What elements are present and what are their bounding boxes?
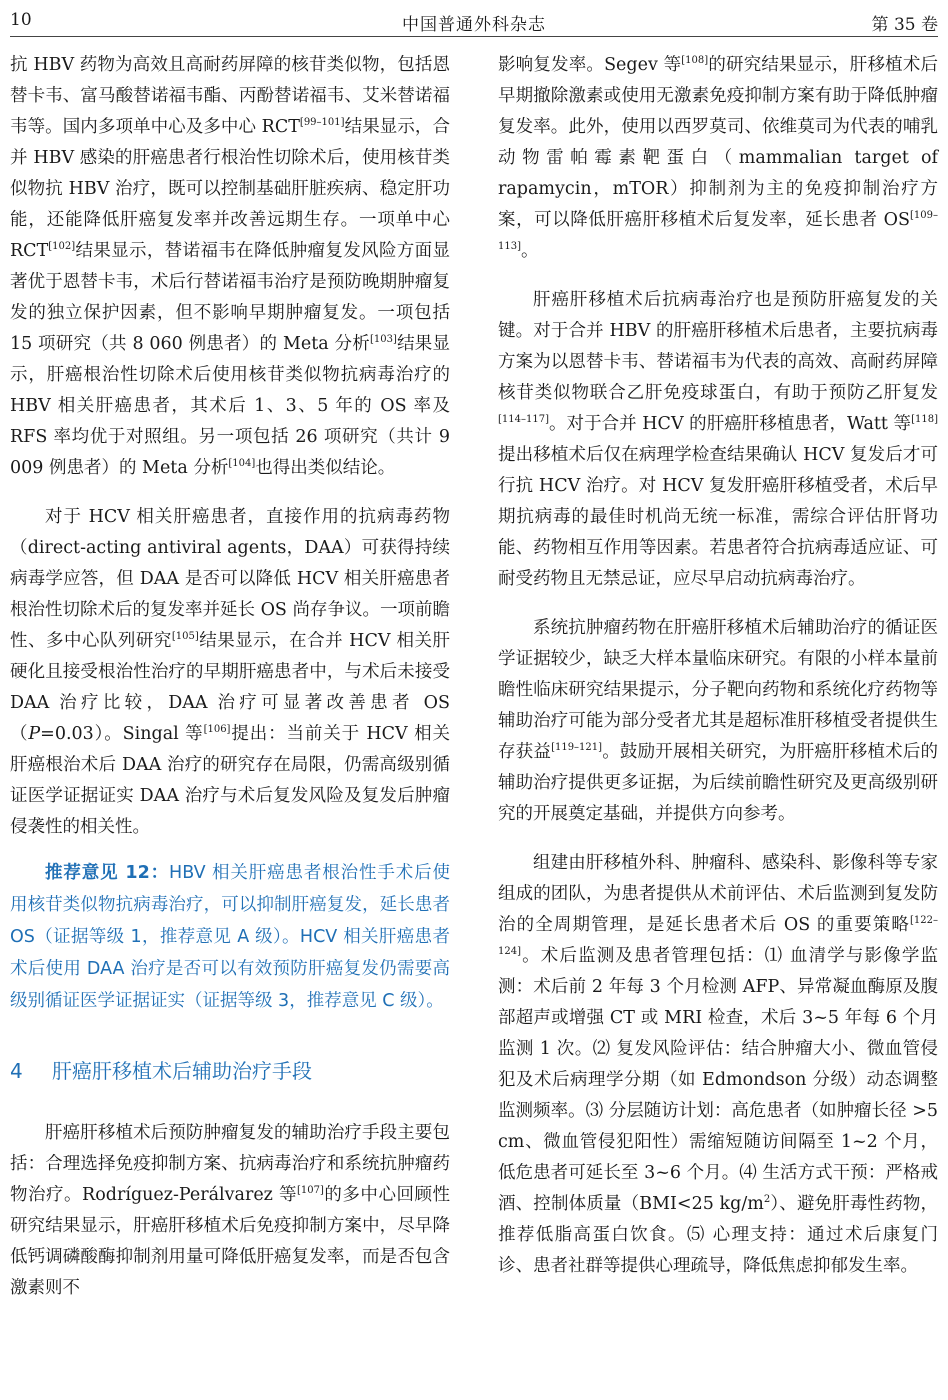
citation[interactable]: [122–124] bbox=[498, 915, 938, 958]
paragraph-hbv-antiviral: 抗 HBV 药物为高效且高耐药屏障的核苷类似物，包括恩替卡韦、富马酸替诺福韦酯、丙酚替诺福韦、艾米替诺福韦等。国内多项单中心及多中心 RCT[99–101]结果显示，合并 HBV 感染的肝癌患者行根治性切除术后，使用核苷类似物抗 HBV 治疗，既可以控制基础肝脏疾病、稳定肝功能，还能降低肝癌复发率并改善远期生存。一项单中心 RCT[102]结果显示，替诺福韦在降低肿瘤复发风险方面显著优于恩替卡韦，术后行替诺福韦治疗是预防晚期肿瘤复发的独立保护因素，但不影响早期肿瘤复发。一项包括 15 项研究（共 8 060 例患者）的 Meta 分析[103]结果显示，肝癌根治性切除术后使用核苷类似物抗病毒治疗的 HBV 相关肝癌患者，其术后 1、3、5 年的 OS 率及 RFS 率均优于对照组。另一项包括 26 项研究（共计 9 009 例患者）的 Meta 分析[104]也得出类似结论。 bbox=[10, 55, 451, 478]
paragraph-systemic-therapy: 系统抗肿瘤药物在肝癌肝移植术后辅助治疗的循证医学证据较少，缺乏大样本量临床研究。有限的小样本量前瞻性临床研究结果提示，分子靶向药物和系统化疗药物等辅助治疗可能为部分受者尤其是超标准肝移植受者提供生存获益[119–121]。鼓励开展相关研究，为肝癌肝移植术后的辅助治疗提供更多证据，为后续前瞻性研究及更高级别研究的开展奠定基础，并提供方向参考。 bbox=[498, 618, 939, 824]
superscript-2: 2 bbox=[763, 1194, 771, 1206]
citation[interactable]: [105] bbox=[171, 631, 199, 643]
right-column bbox=[498, 50, 938, 1282]
section-number: 4 bbox=[10, 1059, 23, 1083]
citation[interactable]: [118] bbox=[911, 414, 938, 426]
citation[interactable]: [109–113] bbox=[498, 210, 938, 253]
paragraph-transplant-antiviral: 肝癌肝移植术后抗病毒治疗也是预防肝癌复发的关键。对于合并 HBV 的肝癌肝移植术后患者，主要抗病毒方案为以恩替卡韦、替诺福韦为代表的高效、高耐药屏障核苷类似物联合乙肝免疫球蛋白，有助于预防乙肝复发[114–117]。对于合并 HCV 的肝癌肝移植患者，Watt 等[118]提出移植术后仅在病理学检查结果确认 HCV 复发后才可行抗 HCV 治疗。对 HCV 复发肝癌肝移植受者，术后早期抗病毒的最佳时机尚无统一标准，需综合评估肝肾功能、药物相互作用等因素。若患者符合抗病毒适应证、可耐受药物且无禁忌证，应尽早启动抗病毒治疗。 bbox=[498, 290, 938, 589]
citation[interactable]: [106] bbox=[203, 724, 231, 736]
recommendation-label: 推荐意见 12： bbox=[45, 863, 170, 883]
citation[interactable]: [102] bbox=[48, 241, 76, 253]
recommendation-12: 推荐意见 12：HBV 相关肝癌患者根治性手术后使用核苷类似物抗病毒治疗，可以抑制肝癌复发，延长患者 OS（证据等级 1，推荐意见 A 级）。HCV 相关肝癌患者术后使用 DAA 治疗是否可以有效预防肝癌复发仍需要高级别循证医学证据证实（证据等级 3，推荐意见 C 级）。 bbox=[10, 863, 450, 1011]
journal-title: 中国普通外科杂志 bbox=[402, 15, 546, 35]
page-number: 10 bbox=[10, 10, 32, 30]
left-column bbox=[10, 50, 450, 1304]
citation[interactable]: [108] bbox=[681, 55, 709, 67]
citation[interactable]: [104] bbox=[228, 458, 256, 470]
volume-label: 第 35 卷 bbox=[871, 15, 938, 35]
paragraph-hcv-daa: 对于 HCV 相关肝癌患者，直接作用的抗病毒药物（direct-acting antiviral agents，DAA）可获得持续病毒学应答，但 DAA 是否可以降低 HCV 相关肝癌患者根治性切除术后的复发率并延长 OS 尚存争议。一项前瞻性、多中心队列研究[105]结果显示，在合并 HCV 相关肝硬化且接受根治性治疗的早期肝癌患者中，与术后未接受 DAA 治疗比较，DAA 治疗可显著改善患者 OS（P=0.03）。Singal 等[106]提出：当前关于 HCV 相关肝癌根治术后 DAA 治疗的研究存在局限，仍需高级别循证医学证据证实 DAA 治疗与术后复发风险及复发后肿瘤侵袭性的相关性。 bbox=[10, 507, 450, 837]
running-header bbox=[10, 4, 938, 37]
citation[interactable]: [99–101] bbox=[299, 117, 345, 129]
citation[interactable]: [107] bbox=[297, 1185, 324, 1197]
citation[interactable]: [119–121] bbox=[551, 742, 603, 754]
citation[interactable]: [103] bbox=[369, 334, 397, 346]
citation[interactable]: [114–117] bbox=[498, 414, 549, 426]
paragraph-transplant-adjuvant: 肝癌肝移植术后预防肿瘤复发的辅助治疗手段主要包括：合理选择免疫抑制方案、抗病毒治疗和系统抗肿瘤药物治疗。Rodríguez-Perálvarez 等[107]的多中心回顾性研究结果显示，肝癌肝移植术后免疫抑制方案中，尽早降低钙调磷酸酶抑制剂用量可降低肝癌复发率，而是否包含激素则不 bbox=[10, 1123, 450, 1298]
paragraph-immunosuppression: 影响复发率。Segev 等[108]的研究结果显示，肝移植术后早期撤除激素或使用无激素免疫抑制方案有助于降低肿瘤复发率。此外，使用以西罗莫司、依维莫司为代表的哺乳动物雷帕霉素靶蛋白（mammalian target of rapamycin，mTOR）抑制剂为主的免疫抑制治疗方案，可以降低肝癌肝移植术后复发率，延长患者 OS[109–113]。 bbox=[498, 55, 938, 261]
section-title: 肝癌肝移植术后辅助治疗手段 bbox=[52, 1059, 312, 1083]
section-heading bbox=[10, 1055, 450, 1084]
paragraph-follow-up: 组建由肝移植外科、肿瘤科、感染科、影像科等专家组成的团队，为患者提供从术前评估、术后监测到复发防治的全周期管理，是延长患者术后 OS 的重要策略[122–124]。术后监测及患者管理包括：⑴ 血清学与影像学监测：术后前 2 年每 3 个月检测 AFP、异常凝血酶原及腹部超声或增强 CT 或 MRI 检查，术后 3~5 年每 6 个月监测 1 次。⑵ 复发风险评估：结合肿瘤大小、微血管侵犯及术后病理学分期（如 Edmondson 分级）动态调整监测频率。⑶ 分层随访计划：高危患者（如肿瘤长径 >5 cm、微血管侵犯阳性）需缩短随访间隔至 1~2 个月，低危患者可延长至 3~6 个月。⑷ 生活方式干预：严格戒酒、控制体质量（BMI<25 $kg/m^2$）、避免肝毒性药物，推荐低脂高蛋白饮食。⑸ 心理支持：通过术后康复门诊、患者社群等提供心理疏导，降低焦虑抑郁发生率。 bbox=[498, 853, 939, 1276]
